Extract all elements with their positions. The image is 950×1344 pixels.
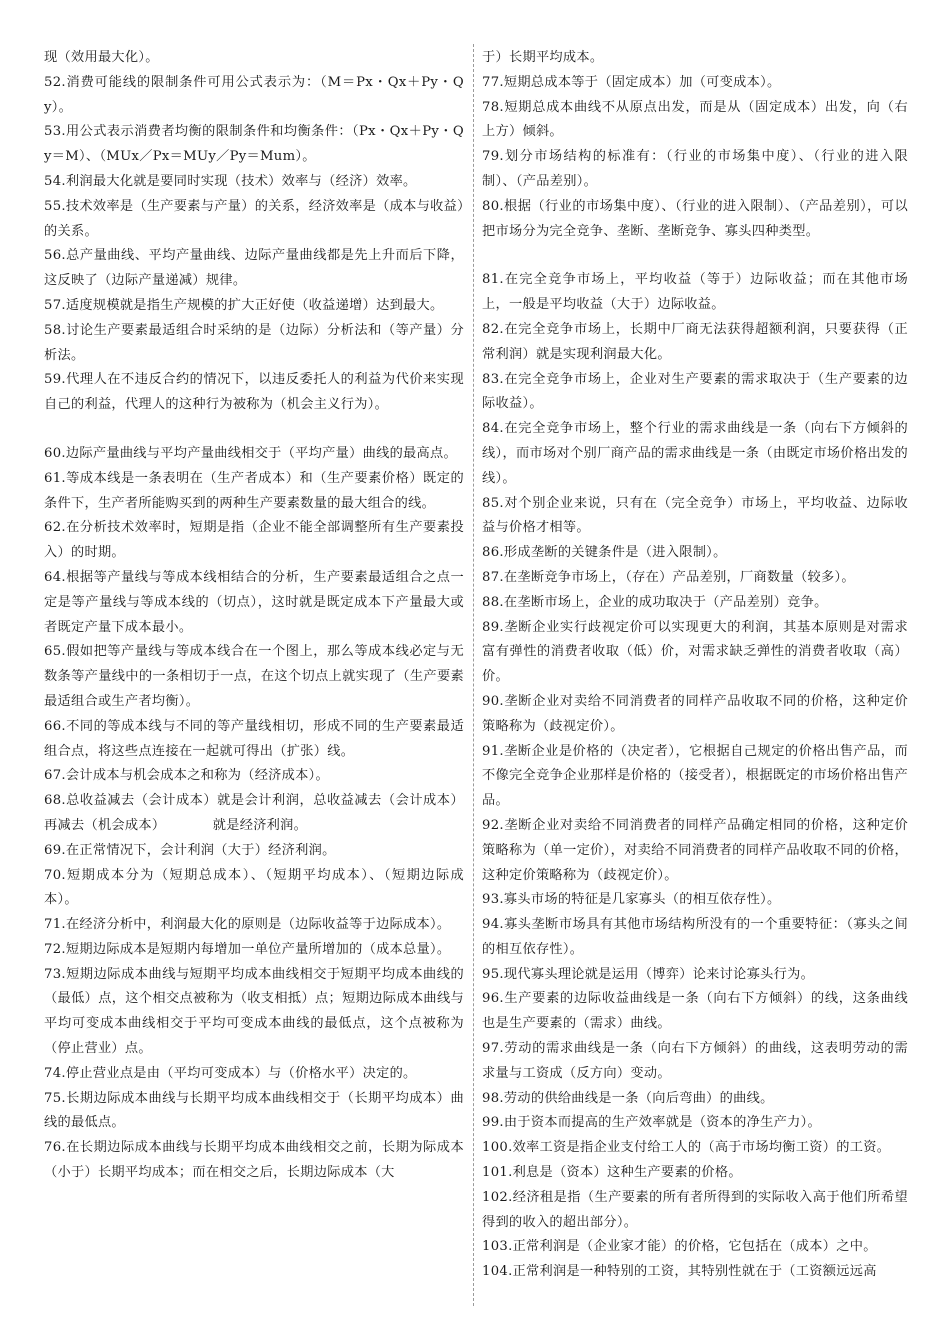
question-item: 76.在长期边际成本曲线与长期平均成本曲线相交之前，长期为际成本（小于）长期平均成本；而在相交之后，长期边际成本（大 [44,1140,464,1181]
question-item: 90.垄断企业对卖给不同消费者的同样产品收取不同的价格，这种定价策略称为（歧视定价）。 [482,693,908,734]
question-item: 53.用公式表示消费者均衡的限制条件和均衡条件：（Px・Qx＋Py・Qy＝M）、（MUx／Px＝MUy／Py＝Mum）。 [44,124,464,165]
question-item: 86.形成垄断的关键条件是（进入限制）。 [482,545,727,561]
question-item: 55.技术效率是（生产要素与产量）的关系，经济效率是（成本与收益）的关系。 [44,198,464,239]
paragraph-spacer [482,244,908,268]
question-item: 98.劳动的供给曲线是一条（向后弯曲）的曲线。 [482,1090,774,1106]
question-item: 103.正常利润是（企业家才能）的价格，它包括在（成本）之中。 [482,1239,877,1255]
question-item: 91.垄断企业是价格的（决定者），它根据自己规定的价格出售产品，而不像完全竞争企业那样是价格的（接受者），根据既定的市场价格出售产品。 [482,743,908,809]
question-item: 85.对个别企业来说，只有在（完全竞争）市场上，平均收益、边际收益与价格才相等。 [482,495,908,536]
question-item: 104.正常利润是一种特别的工资，其特别性就在于（工资额远远高 [482,1264,877,1280]
question-item: 于）长期平均成本。 [482,50,604,65]
column-divider [473,44,475,1306]
question-item: 102.经济租是指（生产要素的所有者所得到的实际收入高于他们所希望得到的收入的超出部分）。 [482,1189,908,1230]
question-item: 70.短期成本分为（短期总成本）、（短期平均成本）、（短期边际成本）。 [44,867,464,908]
question-item: 60.边际产量曲线与平均产量曲线相交于（平均产量）曲线的最高点。 [44,445,458,461]
question-item: 64.根据等产量线与等成本线相结合的分析，生产要素最适组合之点一定是等产量线与等成本线的（切点），这时就是既定成本下产量最大或者既定产量下成本最小。 [44,569,464,635]
question-item: 78.短期总成本曲线不从原点出发，而是从（固定成本）出发，向（右上方）倾斜。 [482,99,908,140]
question-item: 67.会计成本与机会成本之和称为（经济成本）。 [44,768,330,784]
question-item: 73.短期边际成本曲线与短期平均成本曲线相交于短期平均成本曲线的（最低）点，这个相交点被称为（收支相抵）点；短期边际成本曲线与平均可变成本曲线相交于平均可变成本曲线的最低点，这个点被称为（停止营业）点。 [44,966,464,1057]
right-column [482,46,908,1285]
question-item: 52.消费可能线的限制条件可用公式表示为：（M＝Px・Qx＋Py・Qy）。 [44,74,464,115]
question-item: 66.不同的等成本线与不同的等产量线相切，形成不同的生产要素最适组合点，将这些点连接在一起就可得出（扩张）线。 [44,718,464,759]
question-item: 82.在完全竞争市场上，长期中厂商无法获得超额利润，只要获得（正常利润）就是实现利润最大化。 [482,321,908,362]
question-item: 80.根据（行业的市场集中度）、（行业的进入限制）、（产品差别），可以把市场分为完全竞争、垄断、垄断竞争、寡头四种类型。 [482,198,908,239]
question-item: 97.劳动的需求曲线是一条（向右下方倾斜）的曲线，这表明劳动的需求量与工资成（反方向）变动。 [482,1041,908,1081]
question-item: 94.寡头垄断市场具有其他市场结构所没有的一个重要特征：（寡头之间的相互依存性）。 [482,917,908,957]
question-item: 57.适度规模就是指生产规模的扩大正好使（收益递增）达到最大。 [44,297,444,313]
question-item: 96.生产要素的边际收益曲线是一条（向右下方倾斜）的线，这条曲线也是生产要素的（需求）曲线。 [482,991,908,1032]
question-item: 59.代理人在不违反合约的情况下，以违反委托人的利益为代价来实现自己的利益，代理人的这种行为被称为（机会主义行为）。 [44,372,464,413]
question-item: 71.在经济分析中，利润最大化的原则是（边际收益等于边际成本）。 [44,917,451,933]
question-item: 99.由于资本而提高的生产效率就是（资本的净生产力）。 [482,1115,821,1131]
left-column [44,46,464,1186]
question-item: 84.在完全竞争市场上，整个行业的需求曲线是一条（向右下方倾斜的线），而市场对个别厂商产品的需求曲线是一条（由既定市场价格出发的线）。 [482,421,908,486]
question-item: 69.在正常情况下，会计利润（大于）经济利润。 [44,842,336,858]
question-item: 101.利息是（资本）这种生产要素的价格。 [482,1165,742,1181]
question-item: 74.停止营业点是由（平均可变成本）与（价格水平）决定的。 [44,1065,417,1081]
question-item: 58.讨论生产要素最适组合时采纳的是（边际）分析法和（等产量）分析法。 [44,322,464,363]
question-item: 68.总收益减去（会计成本）就是会计利润，总收益减去（会计成本）再减去（机会成本） 就是经济利润。 [44,793,464,833]
question-item: 62.在分析技术效率时，短期是指（企业不能全部调整所有生产要素投入）的时期。 [44,520,464,561]
question-item: 75.长期边际成本曲线与长期平均成本曲线相交于（长期平均成本）曲线的最低点。 [44,1090,464,1131]
question-item: 92.垄断企业对卖给不同消费者的同样产品确定相同的价格，这种定价策略称为（单一定价），对卖给不同消费者的同样产品收取不同的价格，这种定价策略称为（歧视定价）。 [482,817,908,883]
question-item: 54.利润最大化就是要同时实现（技术）效率与（经济）效率。 [44,173,417,189]
question-item: 81.在完全竞争市场上，平均收益（等于）边际收益；而在其他市场上，一般是平均收益（大于）边际收益。 [482,272,908,313]
question-item: 95.现代寡头理论就是运用（博弈）论来讨论寡头行为。 [482,966,815,982]
question-item: 72.短期边际成本是短期内每增加一单位产量所增加的（成本总量）。 [44,941,451,957]
question-item: 83.在完全竞争市场上，企业对生产要素的需求取决于（生产要素的边际收益）。 [482,371,908,412]
question-item: 87.在垄断竞争市场上，（存在）产品差别，厂商数量（较多）。 [482,569,855,585]
question-item: 56.总产量曲线、平均产量曲线、边际产量曲线都是先上升而后下降，这反映了（边际产量递减）规律。 [44,248,464,289]
question-item: 65.假如把等产量线与等成本线合在一个图上，那么等成本线必定与无数条等产量线中的一条相切于一点，在这个切点上就实现了（生产要素最适组合或生产者均衡）。 [44,644,464,709]
question-item: 100.效率工资是指企业支付给工人的（高于市场均衡工资）的工资。 [482,1140,891,1156]
question-item: 89.垄断企业实行歧视定价可以实现更大的利润，其基本原则是对需求富有弹性的消费者收取（低）价，对需求缺乏弹性的消费者收取（高）价。 [482,619,908,685]
question-item: 79.划分市场结构的标准有：（行业的市场集中度）、（行业的进入限制）、（产品差别）。 [482,149,908,189]
question-item: 61.等成本线是一条表明在（生产者成本）和（生产要素价格）既定的条件下，生产者所能购买到的两种生产要素数量的最大组合的线。 [44,470,464,511]
question-item: 93.寡头市场的特征是几家寡头（的相互依存性）。 [482,892,781,908]
paragraph-spacer [44,418,464,442]
question-item: 88.在垄断市场上，企业的成功取决于（产品差别）竞争。 [482,594,828,610]
question-item: 现（效用最大化）。 [44,50,159,65]
question-item: 77.短期总成本等于（固定成本）加（可变成本）。 [482,74,781,90]
